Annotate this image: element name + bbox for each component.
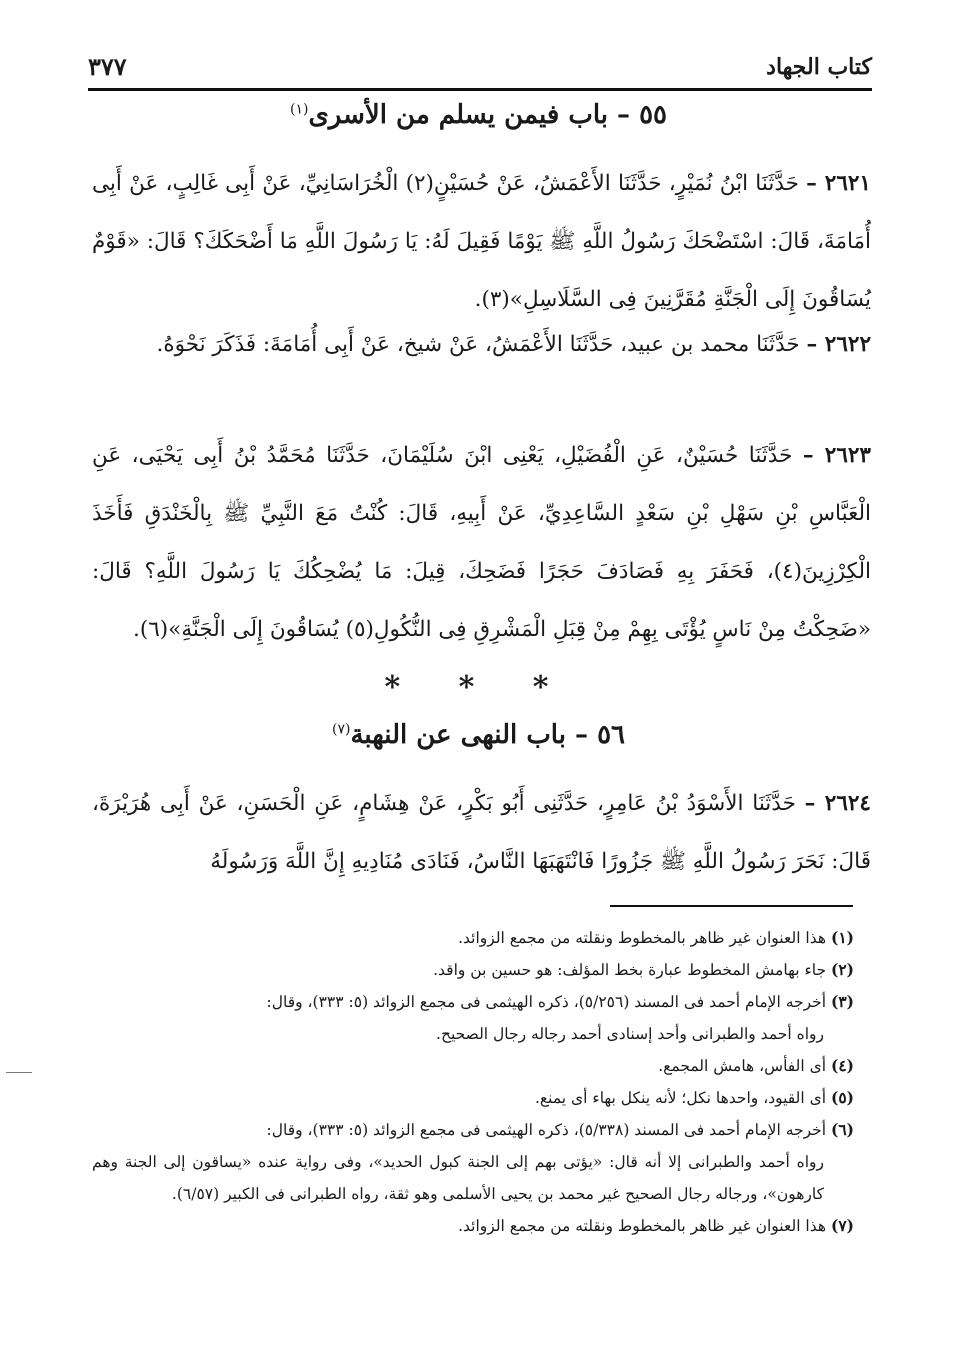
page-number: ٣٧٧ (88, 52, 127, 81)
hadith-text: حَدَّثَنَا الأَسْوَدُ بْنُ عَامِرٍ، حَدَّثَنِى أَبُو بَكْرٍ، عَنْ هِشَامٍ، عَنِ الْحَسَنِ، عَنْ أَبِى هُرَيْرَةَ، قَالَ: نَحَرَ رَسُولُ اللَّهِ ﷺ جَزُورًا فَانْتَهَبَهَا النَّاسُ، فَنَادَى مُنَادِيهِ إِنَّ اللَّهَ وَرَسُولَهُ (92, 791, 871, 874)
hadith-text: حَدَّثَنَا محمد بن عبيد، حَدَّثَنَا الأَعْمَشُ، عَنْ شيخ، عَنْ أَبِى أُمَامَةَ: فَذَكَرَ نَحْوَهُ. (156, 332, 800, 357)
footnote-number: (٣) (830, 992, 854, 1011)
margin-mark (6, 1072, 32, 1073)
chapter-heading-55 (0, 100, 957, 130)
footnote-number: (٧) (830, 1216, 854, 1235)
footnotes (92, 922, 854, 1242)
hadith-number: ٢٦٢٣ – (802, 443, 871, 468)
footnote-5 (92, 1082, 854, 1114)
footnote-4 (92, 1050, 854, 1082)
hadith-text: حَدَّثَنَا حُسَيْنٌ، عَنِ الْفُضَيْلِ، يَعْنِى ابْنَ سُلَيْمَانَ، حَدَّثَنَا مُحَمَّدُ بْنُ أَبِى يَحْيَى، عَنِ الْعَبَّاسِ بْنِ سَهْلِ بْنِ سَعْدٍ السَّاعِدِيِّ، عَنْ أَبِيهِ، قَالَ: كُنْتُ مَعَ النَّبِيِّ ﷺ بِالْخَنْدَقِ فَأَخَذَ الْكِرْزِينَ(٤)، فَحَفَرَ بِهِ فَصَادَفَ حَجَرًا فَضَحِكَ، قِيلَ: مَا يُضْحِكُكَ يَا رَسُولَ اللَّهِ؟ قَالَ: «ضَحِكْتُ مِنْ نَاسٍ يُؤْتَى بِهِمْ مِنْ قِبَلِ الْمَشْرِقِ فِى النُّكُولِ(٥) يُسَاقُونَ إِلَى الْجَنَّةِ»(٦). (92, 443, 871, 642)
footnote-1 (92, 922, 854, 954)
footnote-text: أخرجه الإمام أحمد فى المسند (٥/٢٥٦)، ذكره الهيثمى فى مجمع الزوائد (٥: ٣٣٣)، وقال: (266, 993, 827, 1011)
hadith-number: ٢٦٢٢ – (806, 332, 871, 357)
footnote-text: جاء بهامش المخطوط عبارة بخط المؤلف: هو حسين بن واقد. (433, 961, 827, 979)
footnote-2 (92, 954, 854, 986)
hadith-number: ٢٦٢٤ – (804, 791, 871, 816)
footnote-text: هذا العنوان غير ظاهر بالمخطوط ونقلته من مجمع الزوائد. (458, 1217, 827, 1235)
hadith-number: ٢٦٢١ – (806, 171, 871, 196)
running-header (88, 40, 872, 88)
chapter-heading-56 (0, 720, 957, 750)
hadith-2621 (92, 155, 871, 329)
footnote-number: (٤) (830, 1056, 854, 1075)
footnote-number: (٦) (830, 1120, 854, 1139)
footnote-3-continuation: رواه أحمد والطبرانى وأحد إسنادى أحمد رجاله رجال الصحيح. (436, 1025, 824, 1043)
footnote-7 (92, 1210, 854, 1242)
footnote-number: (١) (830, 928, 854, 947)
chapter-title: ٥٥ – باب فيمن يسلم من الأسرى (308, 100, 668, 130)
footnote-number: (٥) (830, 1088, 854, 1107)
footnote-separator (610, 905, 853, 907)
hadith-2623 (92, 427, 871, 659)
footnote-number: (٢) (830, 960, 854, 979)
footnote-6-continuation: رواه أحمد والطبرانى إلا أنه قال: «يؤتى بهم إلى الجنة كبول الحديد»، وفى رواية عنده «يساقون إلى الجنة وهم كارهون»، ورجاله رجال الصحيح غير محمد بن يحيى الأسلمى وهو ثقة، رواه الطبرانى فى الكبير (٦/٥٧). (92, 1153, 824, 1203)
hadith-2622 (92, 316, 871, 374)
footnote-text: هذا العنوان غير ظاهر بالمخطوط ونقلته من مجمع الزوائد. (458, 929, 827, 947)
footnote-text: أى الفأس، هامش المجمع. (658, 1057, 827, 1075)
footnote-text: أخرجه الإمام أحمد فى المسند (٥/٣٣٨)، ذكره الهيثمى فى مجمع الزوائد (٥: ٣٣٣)، وقال: (266, 1121, 827, 1139)
section-separator: * * * (384, 670, 573, 705)
header-rule (88, 88, 872, 91)
chapter-title: ٥٦ – باب النهى عن النهبة (350, 720, 625, 750)
footnote-text: أى القيود، واحدها نكل؛ لأنه ينكل بهاء أى يمنع. (534, 1089, 827, 1107)
footnote-3 (92, 986, 854, 1018)
footnote-marker: (٧) (331, 721, 351, 738)
footnote-6 (92, 1114, 854, 1146)
hadith-text: حَدَّثَنَا ابْنُ نُمَيْرٍ، حَدَّثَنَا الأَعْمَشُ، عَنْ حُسَيْنٍ(٢) الْخُرَاسَانِيِّ، عَنْ أَبِى غَالِبٍ، عَنْ أَبِى أُمَامَةَ، قَالَ: اسْتَضْحَكَ رَسُولُ اللَّهِ ﷺ يَوْمًا فَقِيلَ لَهُ: يَا رَسُولَ اللَّهِ مَا أَضْحَكَكَ؟ قَالَ: «قَوْمٌ يُسَاقُونَ إِلَى الْجَنَّةِ مُقَرَّنِينَ فِى السَّلَاسِلِ»(٣). (92, 171, 871, 312)
hadith-2624 (92, 775, 871, 891)
footnote-marker: (١) (289, 101, 309, 118)
book-title: كتاب الجهاد (766, 54, 872, 80)
